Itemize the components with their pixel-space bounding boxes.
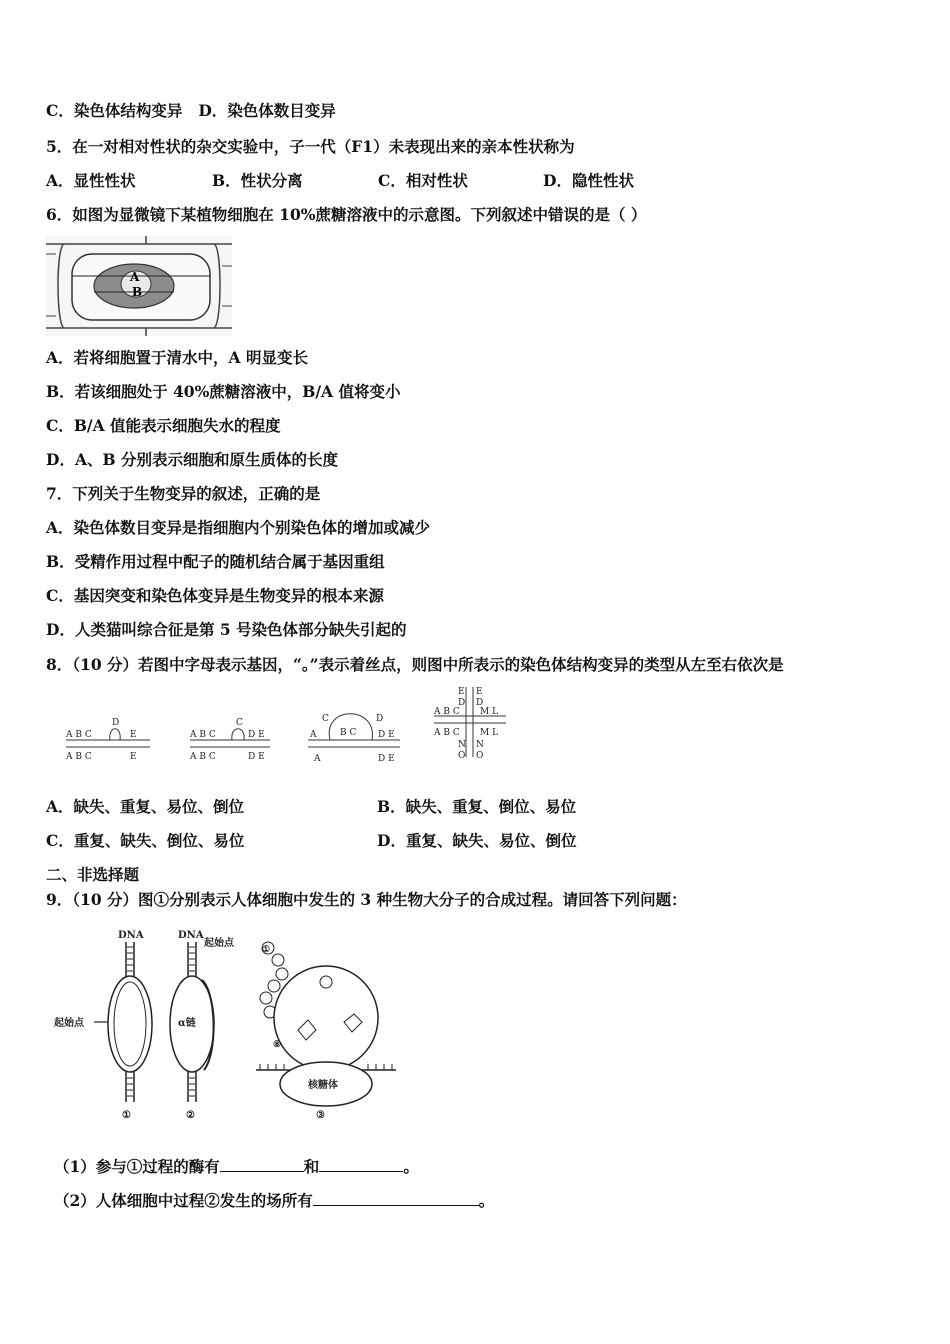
q8-f2-bottom: A B C <box>190 752 216 762</box>
q8-f3-right: D E <box>378 730 395 740</box>
q8-f3-bottom-a: A <box>314 754 321 764</box>
q8-f4-ed-right: E <box>476 687 483 697</box>
q8-f3-c: C <box>322 714 329 724</box>
q5-option-c: C．相对性状 <box>378 171 468 190</box>
q8-f3-loop: B C <box>340 728 357 738</box>
q9-sub1-blank2[interactable] <box>319 1157 403 1172</box>
q8-f1-bottom: A B C <box>66 752 92 762</box>
q9-origin2-label: 起始点 <box>204 938 234 949</box>
q4-option-c: C．染色体结构变异 <box>46 101 183 120</box>
q8-f1-right: E <box>130 730 137 740</box>
q9-num1: ① <box>122 1110 131 1121</box>
q5-stem: 5．在一对相对性状的杂交实验中，子一代（F1）未表现出来的亲本性状称为 <box>46 137 575 156</box>
q8-f4-o-left: O <box>458 751 466 761</box>
q4-options-cd <box>46 101 336 121</box>
q6-label-a: A <box>130 270 140 284</box>
q6-option-b: B．若该细胞处于 40%蔗糖溶液中，B/A 值将变小 <box>46 382 401 401</box>
q9-stem: 9．（10 分）图①分别表示人体细胞中发生的 3 种生物大分子的合成过程。请回答下列问题： <box>46 890 687 909</box>
q9-num3: ③ <box>316 1110 325 1121</box>
q8-stem: 8．（10 分）若图中字母表示基因，“。”表示着丝点，则图中所表示的染色体结构变异的类型从左至右依次是 <box>46 655 784 674</box>
q6-stem: 6．如图为显微镜下某植物细胞在 10%蔗糖溶液中的示意图。下列叙述中错误的是（ ） <box>46 205 647 224</box>
q8-f2-bottom-right: D E <box>248 752 265 762</box>
q5-option-b: B．性状分离 <box>212 171 303 190</box>
q9-sub2-end: 。 <box>478 1191 495 1210</box>
q9-sub1-prefix: （1）参与①过程的酶有 <box>54 1157 220 1176</box>
q9-num2: ② <box>186 1110 195 1121</box>
q4-option-d: D．染色体数目变异 <box>198 101 336 120</box>
q5-option-a: A．显性性状 <box>46 171 136 190</box>
q8-f2-right: D E <box>248 730 265 740</box>
q7-option-d: D．人类猫叫综合征是第 5 号染色体部分缺失引起的 <box>46 620 407 639</box>
q9-sub1-mid: 和 <box>303 1157 320 1176</box>
q6-option-c: C．B/A 值能表示细胞失水的程度 <box>46 416 281 435</box>
q8-f2-top: A B C <box>190 730 216 740</box>
section-2-title: 二、非选择题 <box>46 865 140 884</box>
q9-dna1-label: DNA <box>118 930 144 941</box>
q9-dna2-label: DNA <box>178 930 204 941</box>
q9-synthesis-figure <box>50 922 410 1122</box>
q9-sub1-end: 。 <box>403 1157 419 1176</box>
q7-option-a: A．染色体数目变异是指细胞内个别染色体的增加或减少 <box>46 518 431 537</box>
q8-f3-d: D <box>376 714 384 724</box>
q7-option-b: B．受精作用过程中配子的随机结合属于基因重组 <box>46 552 385 571</box>
q8-f1-loop: D <box>112 718 120 728</box>
q9-sub2-blank[interactable] <box>313 1191 479 1206</box>
q8-f1-top: A B C <box>66 730 92 740</box>
q8-f4-top-right: M L <box>480 707 499 717</box>
q9-sub1 <box>54 1157 419 1177</box>
q8-chromosome-figure <box>60 685 520 775</box>
q6-option-d: D．A、B 分别表示细胞和原生质体的长度 <box>46 450 338 469</box>
q6-plant-cell-figure <box>46 236 232 336</box>
q8-f4-bot-right: M L <box>480 728 499 738</box>
q9-alpha-chain: α链 <box>178 1018 196 1029</box>
q8-f4-top-left: A B C <box>434 707 460 717</box>
q8-f3-bottom-right: D E <box>378 754 395 764</box>
q6-option-a: A．若将细胞置于清水中，A 明显变长 <box>46 348 308 367</box>
q9-sub1-blank1[interactable] <box>220 1157 304 1172</box>
q7-option-c: C．基因突变和染色体变异是生物变异的根本来源 <box>46 586 384 605</box>
q9-circle1: ① <box>262 945 271 955</box>
q9-circle8: ⑧ <box>273 1040 282 1050</box>
q5-option-d: D．隐性性状 <box>543 171 634 190</box>
q8-f4-bot-left: A B C <box>434 728 460 738</box>
q9-origin1-label: 起始点 <box>54 1018 84 1029</box>
q9-sub2 <box>54 1191 494 1211</box>
q8-f4-ed-left: E <box>458 687 465 697</box>
q8-option-d: D．重复、缺失、易位、倒位 <box>377 831 577 850</box>
q8-option-a: A．缺失、重复、易位、倒位 <box>46 797 245 816</box>
q8-f4-o-right: O <box>476 751 484 761</box>
q9-ribosome-label: 核糖体 <box>308 1080 338 1091</box>
q8-f4-d-right: D <box>476 698 484 708</box>
q8-option-b: B．缺失、重复、倒位、易位 <box>377 797 577 816</box>
q8-option-c: C．重复、缺失、倒位、易位 <box>46 831 245 850</box>
q9-sub2-prefix: （2）人体细胞中过程②发生的场所有 <box>54 1191 313 1210</box>
q6-label-b: B <box>132 285 143 299</box>
q8-f3-a: A <box>310 730 317 740</box>
q8-f2-loop: C <box>236 718 243 728</box>
q8-f4-d-left: D <box>458 698 466 708</box>
q8-f4-n-left: N <box>458 740 466 750</box>
q8-f4-n-right: N <box>476 740 484 750</box>
q7-stem: 7．下列关于生物变异的叙述，正确的是 <box>46 484 321 503</box>
q8-f1-bottom-right: E <box>130 752 137 762</box>
